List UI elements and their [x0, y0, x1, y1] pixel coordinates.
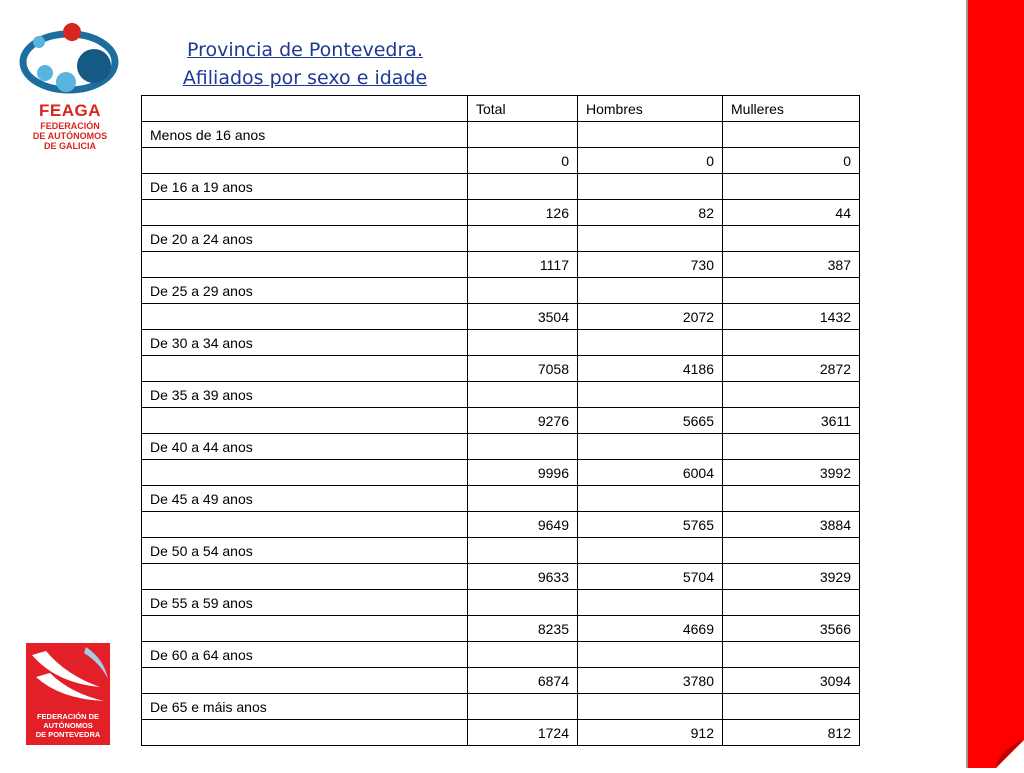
empty-cell — [468, 226, 578, 252]
empty-cell — [468, 382, 578, 408]
table-row-label — [142, 434, 860, 460]
table-row-values — [142, 720, 860, 746]
value-total: 9649 — [468, 512, 578, 538]
table-row-values — [142, 304, 860, 330]
value-mulleres: 3566 — [723, 616, 860, 642]
age-group-label: De 30 a 34 anos — [142, 330, 468, 356]
empty-cell — [723, 486, 860, 512]
value-mulleres: 2872 — [723, 356, 860, 382]
header-blank-cell — [142, 96, 468, 122]
age-group-label: De 40 a 44 anos — [142, 434, 468, 460]
empty-cell — [723, 694, 860, 720]
feaga-line3: DE GALICIA — [43, 141, 96, 151]
empty-cell — [578, 382, 723, 408]
age-group-label: De 35 a 39 anos — [142, 382, 468, 408]
value-hombres: 3780 — [578, 668, 723, 694]
value-hombres: 912 — [578, 720, 723, 746]
value-hombres: 5665 — [578, 408, 723, 434]
value-total: 7058 — [468, 356, 578, 382]
pontevedra-logo-text — [26, 712, 110, 739]
table-row-label — [142, 122, 860, 148]
header-total: Total — [468, 96, 578, 122]
age-group-label: De 60 a 64 anos — [142, 642, 468, 668]
value-total: 0 — [468, 148, 578, 174]
empty-cell — [723, 590, 860, 616]
empty-cell — [142, 460, 468, 486]
table-row-label — [142, 486, 860, 512]
age-group-label: De 16 a 19 anos — [142, 174, 468, 200]
table-header-row — [142, 96, 860, 122]
pontevedra-swoosh-icon — [26, 643, 110, 713]
age-group-label: Menos de 16 anos — [142, 122, 468, 148]
value-total: 9633 — [468, 564, 578, 590]
empty-cell — [578, 278, 723, 304]
header-hombres: Hombres — [578, 96, 723, 122]
empty-cell — [468, 694, 578, 720]
empty-cell — [468, 278, 578, 304]
empty-cell — [578, 434, 723, 460]
empty-cell — [468, 538, 578, 564]
page-curl-icon — [966, 0, 1024, 768]
empty-cell — [468, 486, 578, 512]
value-hombres: 5704 — [578, 564, 723, 590]
table-row-label — [142, 538, 860, 564]
empty-cell — [142, 512, 468, 538]
table-row-values — [142, 408, 860, 434]
feaga-line1: FEDERACIÓN — [40, 121, 100, 131]
table-row-values — [142, 252, 860, 278]
empty-cell — [142, 616, 468, 642]
empty-cell — [468, 434, 578, 460]
value-total: 8235 — [468, 616, 578, 642]
feaga-name: FEAGA — [39, 101, 101, 120]
pontevedra-line1: FEDERACIÓN DE — [36, 712, 100, 721]
empty-cell — [578, 486, 723, 512]
table-row-values — [142, 564, 860, 590]
value-mulleres: 44 — [723, 200, 860, 226]
empty-cell — [142, 252, 468, 278]
table-row-values — [142, 512, 860, 538]
table-row-label — [142, 330, 860, 356]
pontevedra-line2: AUTÓNOMOS — [43, 721, 93, 730]
empty-cell — [578, 694, 723, 720]
value-total: 126 — [468, 200, 578, 226]
age-group-label: De 65 e máis anos — [142, 694, 468, 720]
empty-cell — [578, 174, 723, 200]
value-mulleres: 1432 — [723, 304, 860, 330]
value-mulleres: 3884 — [723, 512, 860, 538]
empty-cell — [142, 304, 468, 330]
empty-cell — [723, 330, 860, 356]
red-side-bar — [966, 0, 1024, 768]
table-row-values — [142, 668, 860, 694]
age-group-label: De 55 a 59 anos — [142, 590, 468, 616]
empty-cell — [578, 226, 723, 252]
value-total: 9276 — [468, 408, 578, 434]
age-group-label: De 45 a 49 anos — [142, 486, 468, 512]
empty-cell — [468, 642, 578, 668]
value-mulleres: 0 — [723, 148, 860, 174]
empty-cell — [468, 330, 578, 356]
empty-cell — [723, 642, 860, 668]
table-row-values — [142, 200, 860, 226]
feaga-line2: DE AUTÓNOMOS — [32, 131, 108, 141]
table-row-label — [142, 226, 860, 252]
value-hombres: 4669 — [578, 616, 723, 642]
empty-cell — [578, 642, 723, 668]
empty-cell — [578, 122, 723, 148]
page-title-line2: Afiliados por sexo e idade — [182, 67, 428, 89]
empty-cell — [578, 538, 723, 564]
empty-cell — [468, 122, 578, 148]
empty-cell — [468, 590, 578, 616]
value-total: 1724 — [468, 720, 578, 746]
table-row-label — [142, 590, 860, 616]
empty-cell — [142, 564, 468, 590]
empty-cell — [142, 148, 468, 174]
page-title-line1: Provincia de Pontevedra. — [187, 39, 423, 61]
header-mulleres: Mulleres — [723, 96, 860, 122]
value-mulleres: 3929 — [723, 564, 860, 590]
value-mulleres: 3611 — [723, 408, 860, 434]
value-hombres: 82 — [578, 200, 723, 226]
table-row-label — [142, 694, 860, 720]
table-row-values — [142, 460, 860, 486]
value-hombres: 5765 — [578, 512, 723, 538]
value-total: 3504 — [468, 304, 578, 330]
empty-cell — [723, 278, 860, 304]
value-total: 9996 — [468, 460, 578, 486]
red-bar-edge — [966, 0, 968, 768]
value-mulleres: 3992 — [723, 460, 860, 486]
empty-cell — [142, 408, 468, 434]
empty-cell — [142, 356, 468, 382]
value-hombres: 4186 — [578, 356, 723, 382]
table-row-values — [142, 148, 860, 174]
table-row-values — [142, 356, 860, 382]
empty-cell — [723, 226, 860, 252]
empty-cell — [142, 720, 468, 746]
empty-cell — [723, 538, 860, 564]
page-title — [140, 36, 470, 92]
value-mulleres: 812 — [723, 720, 860, 746]
age-group-label: De 50 a 54 anos — [142, 538, 468, 564]
value-hombres: 0 — [578, 148, 723, 174]
value-mulleres: 387 — [723, 252, 860, 278]
table-row-label — [142, 642, 860, 668]
empty-cell — [578, 590, 723, 616]
empty-cell — [578, 330, 723, 356]
value-total: 6874 — [468, 668, 578, 694]
value-mulleres: 3094 — [723, 668, 860, 694]
table-row-label — [142, 382, 860, 408]
table-row-label — [142, 278, 860, 304]
value-hombres: 730 — [578, 252, 723, 278]
empty-cell — [723, 122, 860, 148]
affiliates-table-body — [142, 96, 860, 746]
feaga-logo-text — [14, 101, 126, 151]
age-group-label: De 25 a 29 anos — [142, 278, 468, 304]
value-hombres: 6004 — [578, 460, 723, 486]
pontevedra-line3: DE PONTEVEDRA — [35, 730, 101, 739]
empty-cell — [468, 174, 578, 200]
table-row-values — [142, 616, 860, 642]
empty-cell — [723, 434, 860, 460]
table-row-label — [142, 174, 860, 200]
empty-cell — [142, 668, 468, 694]
value-hombres: 2072 — [578, 304, 723, 330]
empty-cell — [723, 174, 860, 200]
empty-cell — [142, 200, 468, 226]
value-total: 1117 — [468, 252, 578, 278]
affiliates-table — [141, 95, 860, 746]
empty-cell — [723, 382, 860, 408]
age-group-label: De 20 a 24 anos — [142, 226, 468, 252]
